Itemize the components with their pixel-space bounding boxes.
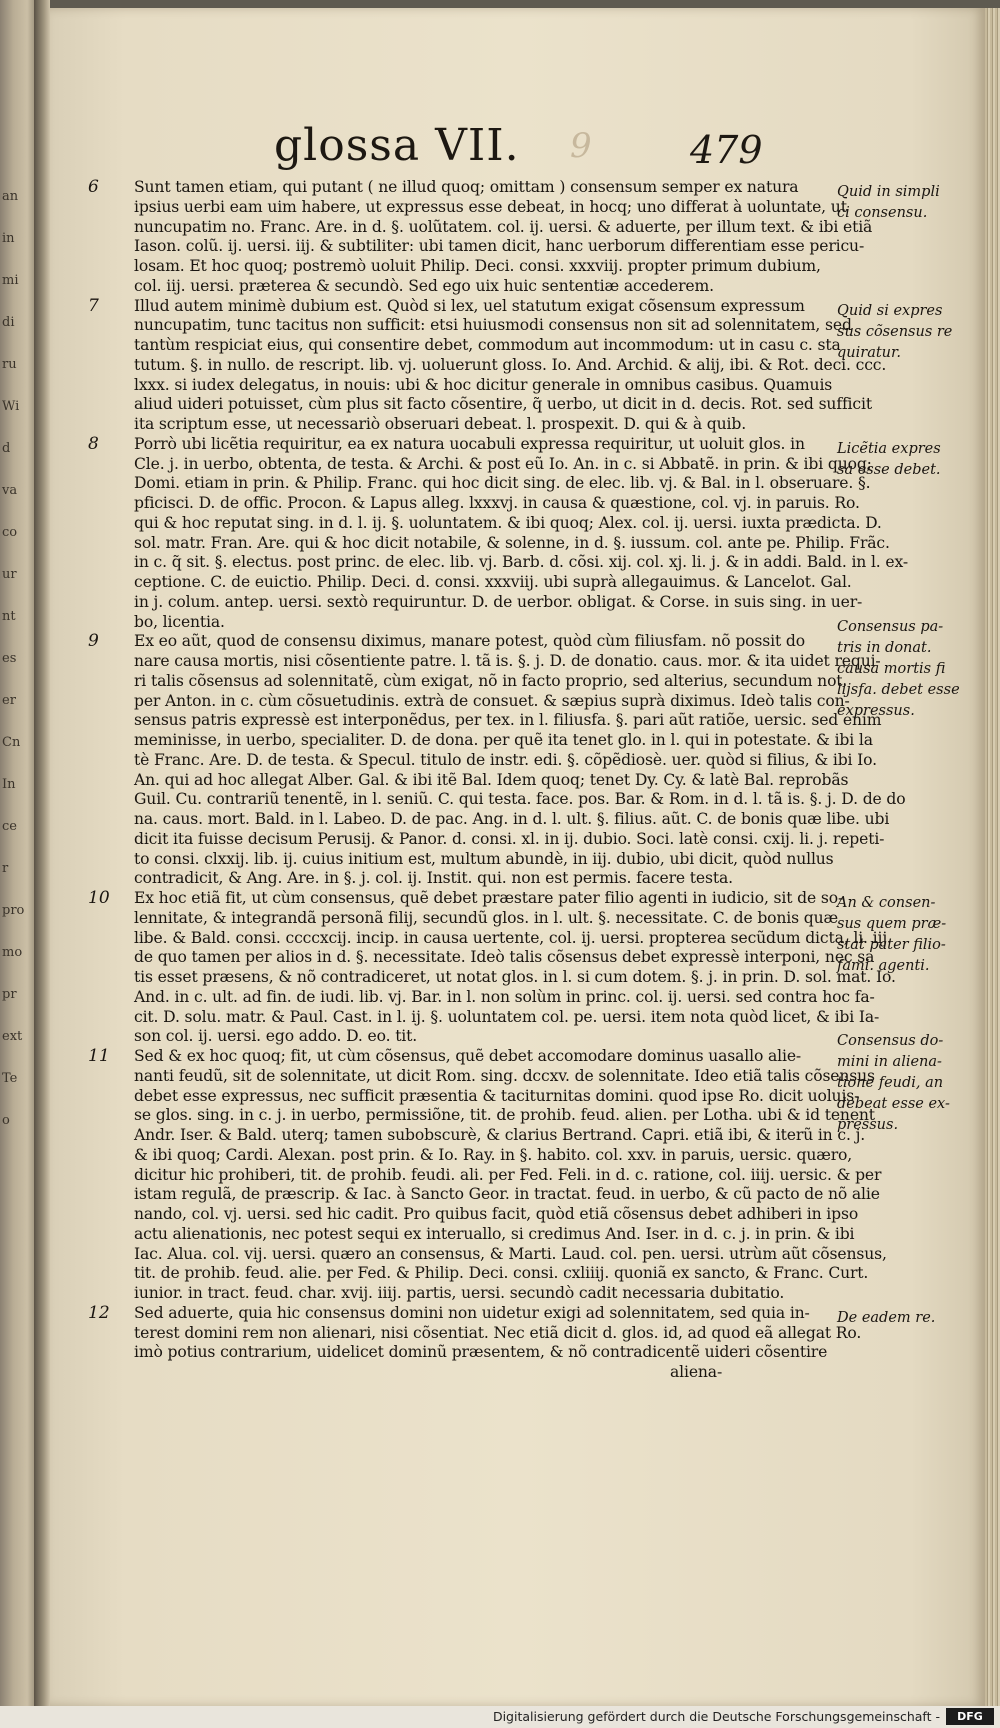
text-line: contradicit, & Ang. Are. in §. j. col. ij. Instit. qui. non est permis. facere testa. [134, 869, 733, 888]
margin-note-line: mini in aliena- [837, 1054, 942, 1071]
facing-page-fragment: es [2, 651, 17, 666]
text-line: losam. Et hoc quoq; postremò uoluit Philip. Deci. consi. xxxviij. propter primum dubium, [134, 257, 821, 275]
text-line: Iac. Alua. col. vij. uersi. quæro an consensus, & Marti. Laud. col. pen. uersi. utrùm aũt cõsensus, [134, 1244, 887, 1263]
text-line: dicit ita fuisse decisum Perusij. & Panor. d. consi. xl. in ij. dubio. Soci. latè consi. cxij. li. j. repeti- [134, 829, 885, 848]
page-number: 479 [690, 128, 763, 172]
text-line: se glos. sing. in c. j. in uerbo, permissiõne, tit. de prohib. feud. alien. per Lotha. ubi & id tenent [134, 1106, 875, 1125]
facing-page-edge [0, 0, 34, 1728]
facing-page-fragment: In [2, 777, 16, 792]
paragraph-number: 9 [88, 631, 99, 652]
text-line: ipsius uerbi eam uim habere, ut expressus esse debeat, in hocq; uno differat à uoluntate, ut [134, 197, 847, 216]
facing-page-fragment: pro [2, 903, 25, 918]
text-line: aliud uideri potuisset, cùm plus sit facto cõsentire, q̃ uerbo, ut dicit in d. decis. Rot. sed sufficit [134, 395, 872, 414]
margin-note-line: ci consensu. [837, 205, 928, 221]
paragraph-number: 7 [88, 295, 99, 316]
text-line: cit. D. solu. matr. & Paul. Cast. in l. ij. §. uoluntatem col. pe. uersi. item nota quòd licet, & ibi Ia- [134, 1007, 880, 1026]
facing-page-fragment: co [2, 525, 18, 540]
margin-note-line: Quid si expres [837, 302, 943, 319]
text-line: ita scriptum esse, ut necessariò obseruari debeat. l. prospexit. D. qui & à quib. [134, 415, 746, 433]
text-line: meminisse, in uerbo, specialiter. D. de dona. per quẽ ita tenet glo. in l. qui in potestate. & ibi la [134, 731, 873, 749]
facing-page-fragment: mi [2, 273, 19, 288]
facing-page-fragment: an [2, 189, 19, 204]
text-line: Andr. Iser. & Bald. uterq; tamen subobscurè, & clarius Bertrand. Capri. etiã ibi, & iterũ in c. j. [134, 1126, 866, 1144]
text-line: de quo tamen per alios in d. §. necessitate. Ideò talis cõsensus debet expressè interponi, nec sa [134, 948, 875, 967]
margin-note [837, 1031, 950, 1136]
text-line: Cle. j. in uerbo, obtenta, de testa. & Archi. & post eũ Io. An. in c. si Abbatẽ. in prin. & ibi quoq; [134, 454, 872, 473]
margin-note-line: Licẽtia expres [837, 440, 941, 457]
text-line: lennitate, & integrandã personã filij, secundũ glos. in l. ult. §. necessitate. C. de bonis quæ [134, 908, 839, 927]
margin-note-line: sa esse debet. [837, 461, 941, 478]
margin-note-line: Consensus pa- [837, 618, 944, 635]
margin-note-line: stat pater filio- [837, 937, 946, 953]
facing-page-fragment: ur [2, 567, 17, 582]
margin-note-line: De eadem re. [837, 1309, 936, 1326]
text-line: per Anton. in c. cùm cõsuetudinis. extrà de consuet. & sæpius suprà diximus. Ideò talis con- [134, 691, 850, 710]
facing-page-fragment: ext [2, 1029, 23, 1044]
text-line: Ex hoc etiã fit, ut cùm consensus, quẽ debet præstare pater filio agenti in iudicio, sit de so- [134, 889, 844, 907]
text-line: tis esset præsens, & nõ contradiceret, ut notat glos. in l. si cum dotem. §. j. in prin. D. sol. mat. Io. [134, 968, 896, 986]
margin-note-line: Quid in simpli [837, 184, 940, 200]
text-line: dicitur hic prohiberi, tit. de prohib. feudi. ali. per Fed. Feli. in d. c. ratione, col. iiij. uersic. & per [134, 1165, 882, 1184]
text-line: Ex eo aũt, quod de consensu diximus, manare potest, quòd cùm filiusfam. nõ possit do [134, 632, 805, 651]
text-line: qui & hoc reputat sing. in d. l. ij. §. uoluntatem. & ibi quoq; Alex. col. ij. uersi. iuxta prædicta. D. [134, 513, 882, 532]
margin-note-line: tris in donat. [837, 639, 932, 656]
page-stack-edge [985, 8, 1000, 1706]
facing-page-fragment: mo [2, 945, 23, 960]
text-line: Illud autem minimè dubium est. Quòd si lex, uel statutum exigat cõsensum expressum [134, 296, 805, 315]
text-line: bo, licentia. [134, 612, 225, 631]
margin-note [837, 439, 941, 481]
facing-page-fragment: di [2, 315, 15, 330]
paragraph-number: 11 [88, 1046, 110, 1066]
text-line: & ibi quoq; Cardi. Alexan. post prin. & Io. Ray. in §. habito. col. xxv. in paruis, uersic. quæro, [134, 1145, 853, 1164]
margin-note [837, 182, 940, 224]
text-line: And. in c. ult. ad fin. de iudi. lib. vj. Bar. in l. non solùm in princ. col. ij. uersi. sed contra hoc fa- [134, 987, 875, 1006]
text-line: lxxx. si iudex delegatus, in nouis: ubi & hoc dicitur generale in omnibus casibus. Quamuis [134, 375, 833, 394]
text-line: nare causa mortis, nisi cõsentiente patre. l. tã is. §. j. D. de donatio. caus. mor. & ita uidet requi- [134, 652, 881, 670]
running-head: glossa VII. [274, 120, 520, 171]
margin-note [837, 617, 960, 722]
margin-note-line: pressus. [837, 1117, 899, 1134]
text-line: tantùm respiciat eius, qui consentire debet, commodum aut incommodum: ut in casu c. sta [134, 336, 841, 354]
paragraph-number: 12 [88, 1302, 110, 1323]
margin-note-line: causa mortis fi [837, 660, 946, 677]
text-line: nuncupatim no. Franc. Are. in d. §. uolũtatem. col. ij. uersi. & aduerte, per illum text. & ibi etiã [134, 217, 873, 236]
margin-note-line: lijsfa. debet esse [837, 681, 960, 698]
text-line: ri talis cõsensus ad solennitatẽ, cùm exigat, nõ in facto proprio, sed alterius, secundum not. [134, 671, 848, 690]
margin-note-line: tione feudi, an [837, 1075, 944, 1092]
text-line: terest domini rem non alienari, nisi cõsentiat. Nec etiã dicit d. glos. id, ad quod eã allegat Ro. [134, 1323, 862, 1342]
text-line: nando, col. vj. uersi. sed hic cadit. Pro quibus facit, quòd etiã cõsensus debet adhiberi in ipso [134, 1205, 859, 1223]
text-line: nanti feudũ, sit de solennitate, ut dicit Rom. sing. dccxv. de solennitate. Ideo etiã talis cõsensus [134, 1066, 875, 1085]
text-line: ceptione. C. de euictio. Philip. Deci. d. consi. xxxviij. ubi suprà allegauimus. & Lancelot. Gal. [134, 573, 852, 591]
margin-note-line: sus cõsensus re [837, 323, 953, 340]
facing-page-fragment: o [2, 1113, 10, 1128]
text-line: son col. ij. uersi. ego addo. D. eo. tit. [134, 1027, 418, 1046]
facing-page-fragment: Wi [2, 399, 20, 414]
text-line: Domi. etiam in prin. & Philip. Franc. qui hoc dicit sing. de elec. lib. vj. & Bal. in l. obseruare. §. [134, 474, 871, 493]
margin-note-line: debeat esse ex- [837, 1096, 950, 1113]
text-line: debet esse expressus, nec sufficit præsentia & taciturnitas domini. quod ipse Ro. dicit uoluis- [134, 1086, 860, 1105]
text-line: iunior. in tract. feud. char. xvij. iiij. partis, uersi. secundò cadit necessaria dubitatio. [134, 1284, 785, 1302]
facing-page-fragment: r [2, 861, 9, 876]
text-line: tè Franc. Are. D. de testa. & Specul. titulo de instr. edi. §. cõpẽdiosè. uer. quòd si filius, & ibi Io. [134, 750, 877, 769]
margin-note-line: An & consen- [837, 895, 936, 911]
text-line: sol. matr. Fran. Are. qui & hoc dicit notabile, & solenne, in d. §. iussum. col. ante pe. Philip. Frãc. [134, 533, 890, 552]
margin-note [837, 301, 952, 364]
text-line: Porrò ubi licẽtia requiritur, ea ex natura uocabuli expressa requiritur, ut uoluit glos. in [134, 434, 805, 453]
book-page [50, 8, 985, 1706]
text-line: An. qui ad hoc allegat Alber. Gal. & ibi itẽ Bal. Idem quoq; tenet Dy. Cy. & latè Bal. reprobãs [134, 770, 849, 789]
text-line: Sunt tamen etiam, qui putant ( ne illud quoq; omittam ) consensum semper ex natura [134, 178, 799, 196]
text-line: tit. de prohib. feud. alie. per Fed. & Philip. Deci. consi. cxliiij. quoniã ex sancto, & Franc. Curt. [134, 1264, 869, 1283]
text-line: pficisci. D. de offic. Procon. & Lapus alleg. lxxxvj. in causa & quæstione, col. vj. in paruis. Ro. [134, 494, 860, 512]
text-line: imò potius contrarium, uidelicet dominũ præsentem, & nõ contradicentẽ uideri cõsentire [134, 1343, 828, 1362]
facing-page-fragment: in [2, 231, 15, 246]
book-gutter [34, 0, 50, 1728]
text-line: actu alienationis, nec potest sequi ex interuallo, si credimus And. Iser. in d. c. j. in prin. & ibi [134, 1224, 855, 1243]
paragraph-number: 6 [88, 177, 99, 197]
text-line: in c. q̃ sit. §. electus. post princ. de elec. lib. vj. Barb. d. cõsi. xij. col. xj. li. j. & in addi. Bald. in l. ex- [134, 553, 908, 572]
margin-note-line: expressus. [837, 702, 915, 719]
facing-page-fragment: Te [2, 1071, 18, 1086]
dfg-logo: DFG [946, 1708, 994, 1725]
text-line: in j. colum. antep. uersi. sextò requiruntur. D. de uerbor. obligat. & Corse. in suis sing. in uer- [134, 592, 863, 611]
text-line: Guil. Cu. contrariũ tenentẽ, in l. seniũ. C. qui testa. face. pos. Bar. & Rom. in d. l. tã is. §. j. D. de do [134, 790, 906, 809]
text-line: to consi. clxxij. lib. ij. cuius initium est, multum abundè, in iij. dubio, ubi dicit, quòd nullus [134, 849, 834, 868]
text-line: na. caus. mort. Bald. in l. Labeo. D. de pac. Ang. in d. l. ult. §. filius. aũt. C. de bonis quæ libe. ubi [134, 810, 890, 828]
facing-page-fragment: ce [2, 819, 17, 834]
facing-page-fragment: nt [2, 609, 16, 624]
margin-note-line: Consensus do- [837, 1033, 944, 1050]
margin-note-line: sus quem præ- [837, 916, 947, 932]
margin-note [837, 1308, 935, 1329]
facing-page-fragment: pr [2, 987, 17, 1002]
text-line: nuncupatim, tunc tacitus non sufficit: etsi huiusmodi consensus non sit ad solennitatem, sed [134, 316, 852, 335]
text-line: tutum. §. in nullo. de rescript. lib. vj. uoluerunt gloss. Io. And. Archid. & alij, ibi. & Rot. deci. ccc. [134, 355, 887, 374]
text-line: col. iij. uersi. præterea & secundò. Sed ego uix huic sententiæ accederem. [134, 276, 714, 295]
margin-note [837, 893, 946, 977]
facing-page-fragment: va [2, 483, 18, 498]
text-line: sensus patris expressè est interponẽdus, per tex. in l. filiusfa. §. pari aũt ratiõe, uersic. sed enim [134, 711, 882, 730]
text-line: libe. & Bald. consi. ccccxcij. incip. in causa uertente, col. ij. uersi. propterea secũdum dicta, li. iij. [134, 928, 892, 947]
facing-page-fragment: er [2, 693, 16, 708]
text-line: aliena- [670, 1363, 723, 1381]
text-line: istam regulã, de præscrip. & Iac. à Sancto Geor. in tractat. feud. in uerbo, & cũ pacto de nõ alie [134, 1185, 880, 1204]
margin-note-line: quiratur. [837, 344, 901, 361]
text-line: Sed aduerte, quia hic consensus domini non uidetur exigi ad solennitatem, sed quia in- [134, 1303, 810, 1322]
margin-note-line: fami. agenti. [837, 958, 930, 974]
facing-page-fragment: Cn [2, 735, 21, 750]
text-line: Iason. colũ. ij. uersi. iij. & subtiliter: ubi tamen dicit, hanc uerborum differentiam esse pericu- [134, 237, 865, 256]
footer-strip [0, 1706, 1000, 1728]
facing-page-fragment: d [2, 441, 11, 456]
paragraph-number: 10 [88, 888, 110, 908]
digitization-credit: Digitalisierung gefördert durch die Deutsche Forschungsgemeinschaft - [492, 1709, 940, 1724]
paragraph-number: 8 [88, 433, 99, 454]
faint-pencil-number: 9 [570, 126, 592, 166]
facing-page-fragment: ru [2, 357, 17, 372]
text-line: Sed & ex hoc quoq; fit, ut cùm cõsensus, quẽ debet accomodare dominus uasallo alie- [134, 1047, 802, 1065]
